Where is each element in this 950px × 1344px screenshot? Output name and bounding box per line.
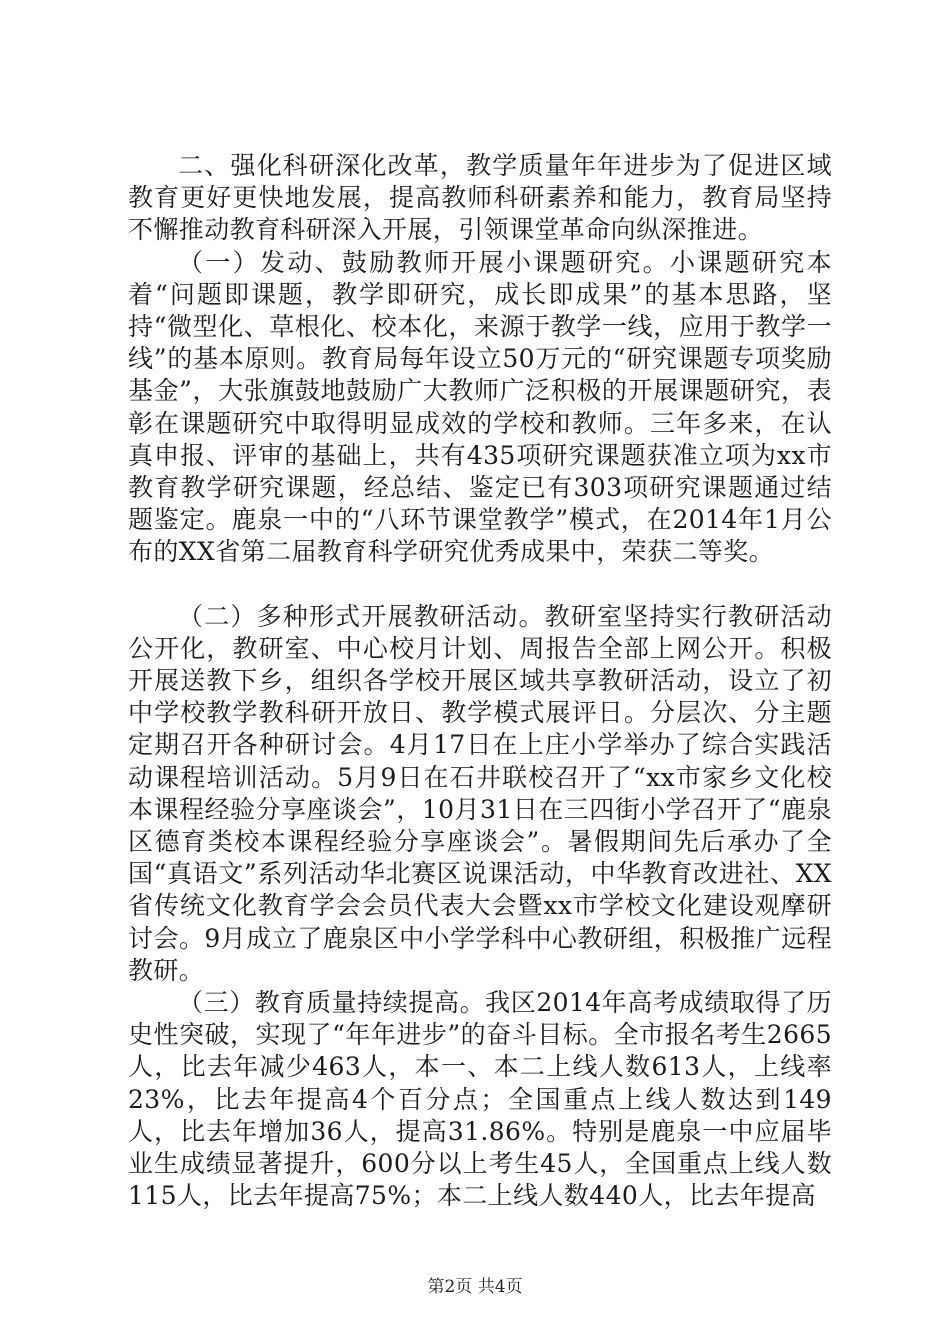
document-body (128, 150, 832, 1213)
page-footer: 第2页 共4页 (427, 1277, 523, 1297)
paragraph-section-two: 二、强化科研深化改革，教学质量年年进步为了促进区域教育更好更快地发展，提高教师科研素养和能力，教育局坚持不懈推动教育科研深入开展，引领课堂革命向纵深推进。 (128, 151, 832, 245)
paragraph-item-one: （一）发动、鼓励教师开展小课题研究。小课题研究本着“问题即课题，教学即研究，成长即成果”的基本思路，坚持“微型化、草根化、校本化，来源于教学一线，应用于教学一线”的基本原则。教育局每年设立50万元的“研究课题专项奖励基金”，大张旗鼓地鼓励广大教师广泛积极的开展课题研究，表彰在课题研究中取得明显成效的学校和教师。三年多来，在认真申报、评审的基础上，共有435项研究课题获准立项为xx市教育教学研究课题，经总结、鉴定已有303项研究课题通过结题鉴定。鹿泉一中的“八环节课堂教学”模式，在2014年1月公布的XX省第二届教育科学研究优秀成果中，荣获二等奖。 (128, 247, 832, 567)
paragraph-item-three: （三）教育质量持续提高。我区2014年高考成绩取得了历史性突破，实现了“年年进步”的奋斗目标。全市报名考生2665人，比去年减少463人，本一、本二上线人数613人，上线率23%，比去年提高4个百分点；全国重点上线人数达到149人，比去年增加36人，提高31.86%。特别是鹿泉一中应届毕业生成绩显著提升，600分以上考生45人，全国重点上线人数115人，比去年提高75%；本二上线人数440人，比去年提高 (128, 988, 832, 1211)
paragraph-item-two: （二）多种形式开展教研活动。教研室坚持实行教研活动公开化，教研室、中心校月计划、周报告全部上网公开。积极开展送教下乡，组织各学校开展区域共享教研活动，设立了初中学校教学教科研开放日、教学模式展评日。分层次、分主题定期召开各种研讨会。4月17日在上庄小学举办了综合实践活动课程培训活动。5月9日在石井联校召开了“xx市家乡文化校本课程经验分享座谈会”，10月31日在三四街小学召开了“鹿泉区德育类校本课程经验分享座谈会”。暑假期间先后承办了全国“真语文”系列活动华北赛区说课活动，中华教育改进社、XX省传统文化教育学会会员代表大会暨xx市学校文化建设观摩研讨会。9月成立了鹿泉区中小学学科中心教研组，积极推广远程教研。 (128, 601, 832, 985)
